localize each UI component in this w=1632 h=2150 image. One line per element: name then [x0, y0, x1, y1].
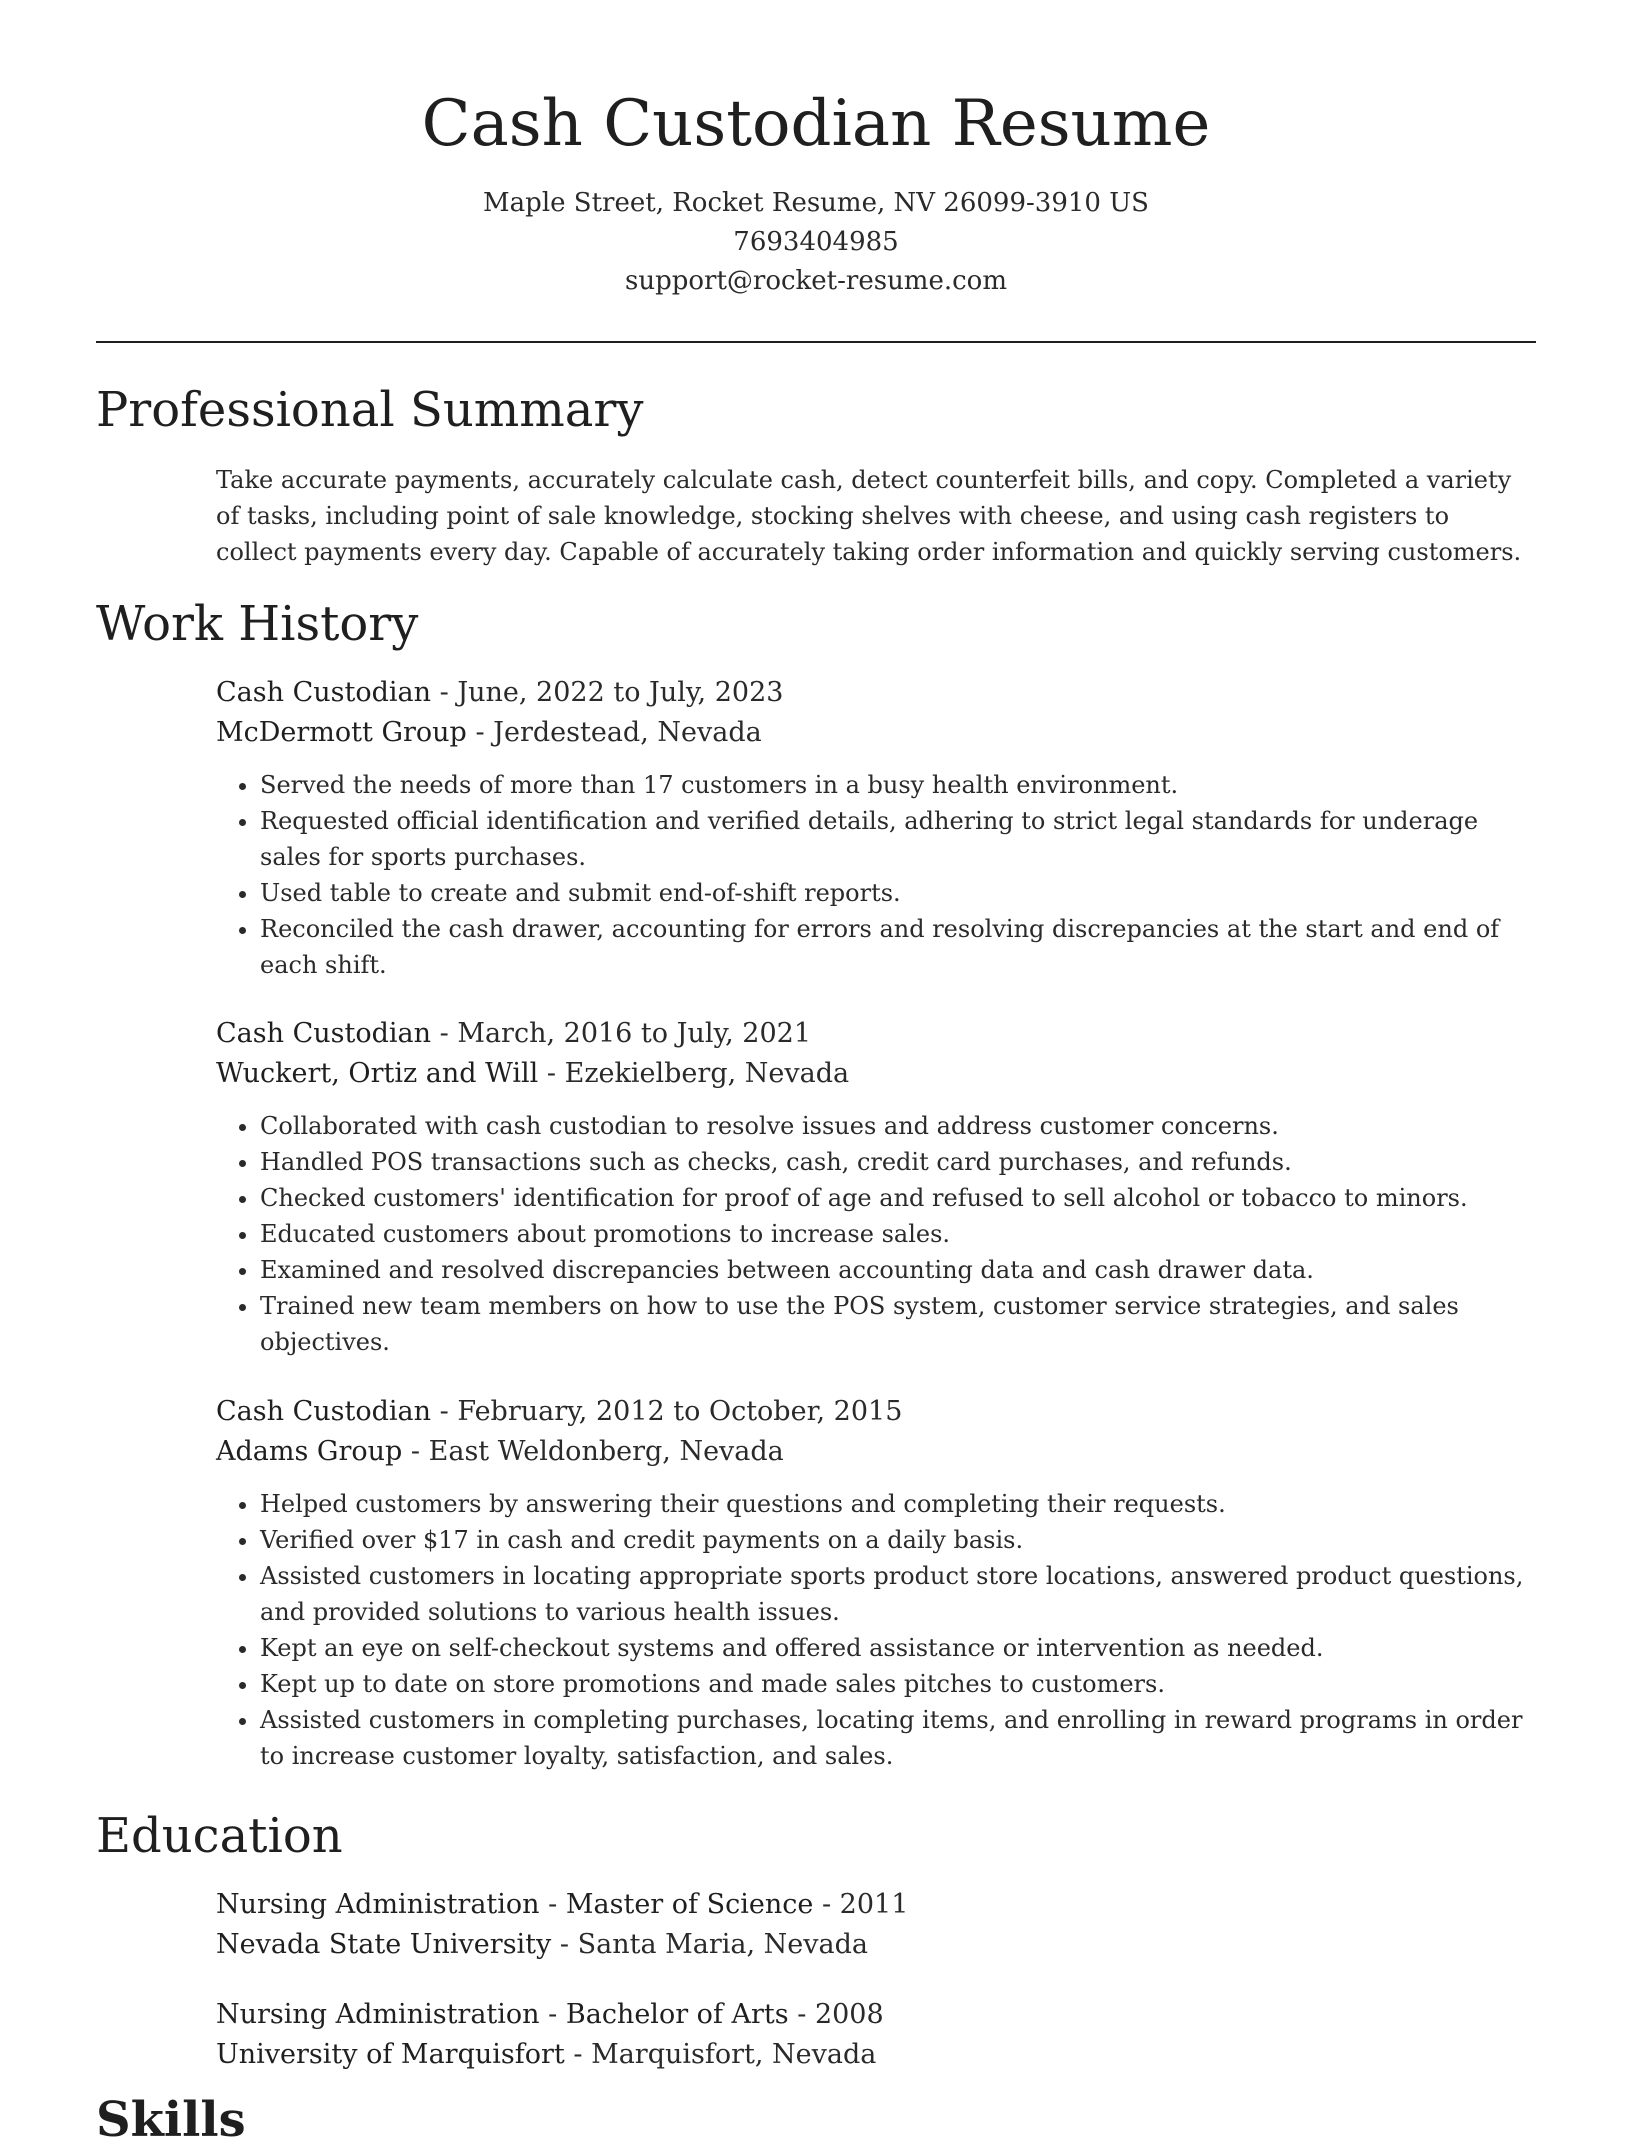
skills-heading: Skills	[96, 2092, 246, 2148]
list-item: • Assisted customers in completing purchases, locating items, and enrolling in reward programs in order to increase customer loyalty, satisfaction, and sales.	[260, 1702, 1536, 1774]
job-company: Wuckert, Ortiz and Will	[216, 1058, 539, 1089]
education-school-line	[216, 2035, 1536, 2075]
job-bullets	[216, 1108, 1536, 1360]
list-item: • Collaborated with cash custodian to resolve issues and address customer concerns.	[260, 1108, 1536, 1144]
education-year: 2011	[839, 1889, 909, 1920]
job-company-line	[216, 1432, 1536, 1472]
education-field: Nursing Administration	[216, 1889, 540, 1920]
education-entry	[216, 1995, 1536, 2075]
job-title: Cash Custodian	[216, 1396, 431, 1427]
separator: -	[439, 677, 458, 708]
summary-heading: Professional Summary	[96, 382, 644, 438]
job-entry	[216, 673, 1536, 983]
job-entry	[216, 1392, 1536, 1774]
list-item: • Served the needs of more than 17 customers in a busy health environment.	[260, 767, 1536, 803]
education-degree-line	[216, 1995, 1536, 2035]
list-item: • Kept an eye on self-checkout systems and offered assistance or intervention as needed.	[260, 1630, 1536, 1666]
job-bullets	[216, 1486, 1536, 1774]
job-dates: February, 2012 to October, 2015	[457, 1396, 903, 1427]
job-title-line	[216, 673, 1536, 713]
list-item: • Reconciled the cash drawer, accounting for errors and resolving discrepancies at the start and end of each shift.	[260, 911, 1536, 983]
list-item: • Requested official identification and verified details, adhering to strict legal standards for underage sales for sports purchases.	[260, 803, 1536, 875]
education-heading: Education	[96, 1808, 343, 1864]
list-item: • Handled POS transactions such as checks, cash, credit card purchases, and refunds.	[260, 1144, 1536, 1180]
list-item: • Helped customers by answering their questions and completing their requests.	[260, 1486, 1536, 1522]
separator: -	[475, 717, 494, 748]
separator: -	[573, 2039, 592, 2070]
job-company-line	[216, 713, 1536, 753]
job-title: Cash Custodian	[216, 677, 431, 708]
education-year: 2008	[814, 1999, 884, 2030]
education-degree: Bachelor of Arts	[565, 1999, 789, 2030]
list-item: • Trained new team members on how to use the POS system, customer service strategies, and sales objectives.	[260, 1288, 1536, 1360]
education-location: Marquisfort, Nevada	[591, 2039, 877, 2070]
list-item: • Checked customers' identification for proof of age and refused to sell alcohol or tobacco to minors.	[260, 1180, 1536, 1216]
education-degree: Master of Science	[565, 1889, 814, 1920]
separator: -	[410, 1436, 429, 1467]
job-company: Adams Group	[216, 1436, 403, 1467]
job-title-line	[216, 1392, 1536, 1432]
job-dates: June, 2022 to July, 2023	[457, 677, 784, 708]
separator: -	[821, 1889, 840, 1920]
education-location: Santa Maria, Nevada	[577, 1929, 869, 1960]
summary-block	[216, 462, 1536, 570]
separator: -	[439, 1396, 458, 1427]
contact-info	[96, 184, 1536, 301]
separator: -	[439, 1018, 458, 1049]
list-item: • Examined and resolved discrepancies between accounting data and cash drawer data.	[260, 1252, 1536, 1288]
education-degree-line	[216, 1885, 1536, 1925]
education-school-line	[216, 1925, 1536, 1965]
list-item: • Kept up to date on store promotions and made sales pitches to customers.	[260, 1666, 1536, 1702]
job-title: Cash Custodian	[216, 1018, 431, 1049]
resume-title: Cash Custodian Resume	[421, 87, 1211, 161]
job-title-line	[216, 1014, 1536, 1054]
resume-header	[96, 80, 1536, 301]
list-item: • Assisted customers in locating appropriate sports product store locations, answered product questions, and provided solutions to various health issues.	[260, 1558, 1536, 1630]
header-divider	[96, 341, 1536, 343]
email: support@rocket-resume.com	[624, 266, 1007, 296]
list-item: • Used table to create and submit end-of-shift reports.	[260, 875, 1536, 911]
list-item: • Verified over $17 in cash and credit payments on a daily basis.	[260, 1522, 1536, 1558]
job-location: Ezekielberg, Nevada	[564, 1058, 850, 1089]
job-company: McDermott Group	[216, 717, 467, 748]
job-dates: March, 2016 to July, 2021	[457, 1018, 812, 1049]
separator: -	[797, 1999, 815, 2030]
job-company-line	[216, 1054, 1536, 1094]
education-school: Nevada State University	[216, 1929, 552, 1960]
separator: -	[548, 1889, 566, 1920]
separator: -	[548, 1999, 566, 2030]
job-location: East Weldonberg, Nevada	[428, 1436, 784, 1467]
job-entry	[216, 1014, 1536, 1360]
education-entry	[216, 1885, 1536, 1965]
separator: -	[546, 1058, 565, 1089]
work-history-heading: Work History	[96, 596, 419, 652]
summary-text: Take accurate payments, accurately calculate cash, detect counterfeit bills, and copy. Completed a variety of tasks, including point of sale knowledge, stocking shelves with cheese, and using cash registers to collect payments every day. Capable of accurately taking order information and quickly serving customers.	[216, 466, 1522, 566]
education-school: University of Marquisfort	[216, 2039, 565, 2070]
address: Maple Street, Rocket Resume, NV 26099-3910 US	[483, 188, 1149, 218]
phone: 7693404985	[733, 227, 899, 257]
job-bullets	[216, 767, 1536, 983]
list-item: • Educated customers about promotions to increase sales.	[260, 1216, 1536, 1252]
education-field: Nursing Administration	[216, 1999, 540, 2030]
job-location: Jerdestead, Nevada	[493, 717, 762, 748]
separator: -	[559, 1929, 578, 1960]
